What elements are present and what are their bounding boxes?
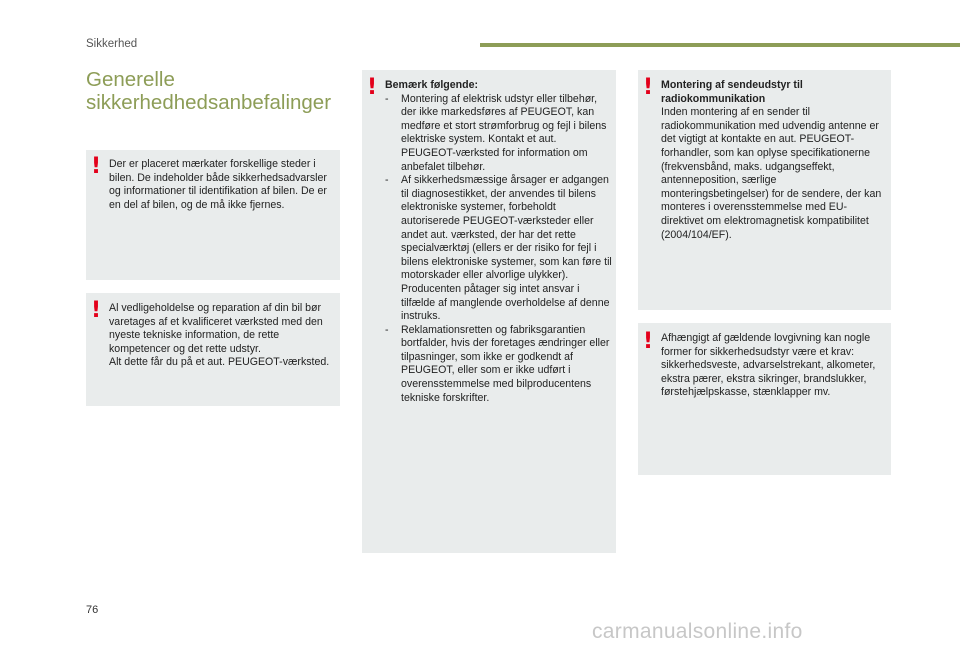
legislation-text: Afhængigt af gældende lovgivning kan nogle former for sikkerhedsudstyr være et krav: sikkerhedsveste, advarselstrekant, alkometer, ekstra pærer, ekstra sikringer, brandslukker, førstehjælpskasse, stænklapper mv. — [661, 332, 876, 399]
warning-icon: ! — [367, 75, 378, 100]
maintenance-text: Al vedligeholdelse og reparation af din bil bør varetages af et kvalificeret værksted med den nyeste tekniske information, de rette kompetencer og det rette udstyr. — [109, 302, 323, 355]
notice-item-text: Af sikkerhedsmæssige årsager er adgangen til diagnosestikket, der anvendes til bilens elektroniske systemer, forbeholdt autoriserede PEUGEOT-værksteder eller andet aut. værksted, der har det rette specialværktøj (ellers er der risiko for fejl i bilens elektroniske systemer, som kan føre til motorskader eller alvorlige ulykker). Producenten påtager sig intet ansvar i tilfælde af manglende overholdelse af denne instruks. — [401, 174, 612, 323]
warning-icon: ! — [91, 298, 102, 323]
notice-heading: Bemærk følgende: — [385, 79, 479, 91]
labels-warning-text: Der er placeret mærkater forskellige steder i bilen. De indeholder både sikkerhedsadvarsler og informationer til identifikation af bilen. De er en del af bilen, og de må ikke fjernes. — [109, 158, 327, 211]
section-divider-bar — [480, 43, 960, 47]
section-label: Sikkerhed — [86, 38, 138, 50]
list-item: - Montering af elektrisk udstyr eller tilbehør, der ikke markedsføres af PEUGEOT, kan medføre et stort strømforbrug og fejl i bilens elektriske system. Kontakt et aut. PEUGEOT-værksted for information om anbefalet tilbehør. — [385, 93, 613, 175]
maintenance-note: Alt dette får du på et aut. PEUGEOT-værksted. — [109, 356, 330, 369]
page-title-line1: Generelle — [86, 68, 175, 91]
warning-icon: ! — [91, 154, 102, 179]
radio-content — [661, 79, 887, 242]
page-number: 76 — [86, 604, 99, 616]
warning-icon: ! — [643, 329, 654, 354]
watermark: carmanualsonline.info — [592, 620, 803, 643]
list-item: - Af sikkerhedsmæssige årsager er adgangen til diagnosestikket, der anvendes til bilens elektroniske systemer, forbeholdt autoriserede PEUGEOT-værksteder eller andet aut. værksted, der har det rette specialværktøj (ellers er der risiko for fejl i bilens elektroniske systemer, som kan føre til motorskader eller alvorlige ulykker). Producenten påtager sig intet ansvar i tilfælde af manglende overholdelse af denne instruks. — [385, 174, 612, 323]
page-title — [86, 68, 356, 114]
notice-item-text: Reklamationsretten og fabriksgarantien bortfalder, hvis der foretages ændringer eller tilpasninger, som ikke er godkendt af PEUGEOT, eller som er ikke udført i overensstemmelse med bilproducentens tekniske forskrifter. — [401, 323, 610, 404]
radio-heading: Montering af sendeudstyr til radiokommunikation — [661, 79, 803, 105]
warning-icon: ! — [643, 75, 654, 100]
radio-text: Inden montering af en sender til radiokommunikation med udvendig antenne er det vigtigt at kontakte en aut. PEUGEOT-forhandler, som kan oplyse specifikationerne (frekvensbånd, maks. udgangseffekt, antenneposition, særlige monteringsbetingelser) for de sendere, der kan monteres i overensstemmelse med EU-direktivet om elektromagnetisk kompatibilitet (2004/104/EF). — [661, 106, 882, 241]
maintenance-warning-text — [109, 302, 333, 370]
notice-content — [385, 79, 613, 405]
list-item: - Reklamationsretten og fabriksgarantien bortfalder, hvis der foretages ændringer eller tilpasninger, som ikke er godkendt af PEUGEOT, eller som er ikke udført i overensstemmelse med bilproducentens tekniske forskrifter. — [385, 324, 613, 406]
notice-item-text: Montering af elektrisk udstyr eller tilbehør, der ikke markedsføres af PEUGEOT, kan medføre et stort strømforbrug og fejl i bilens elektriske system. Kontakt et aut. PEUGEOT-værksted for information om anbefalet tilbehør. — [401, 92, 607, 173]
page-title-line2: sikkerhedhedsanbefalinger — [86, 91, 332, 114]
